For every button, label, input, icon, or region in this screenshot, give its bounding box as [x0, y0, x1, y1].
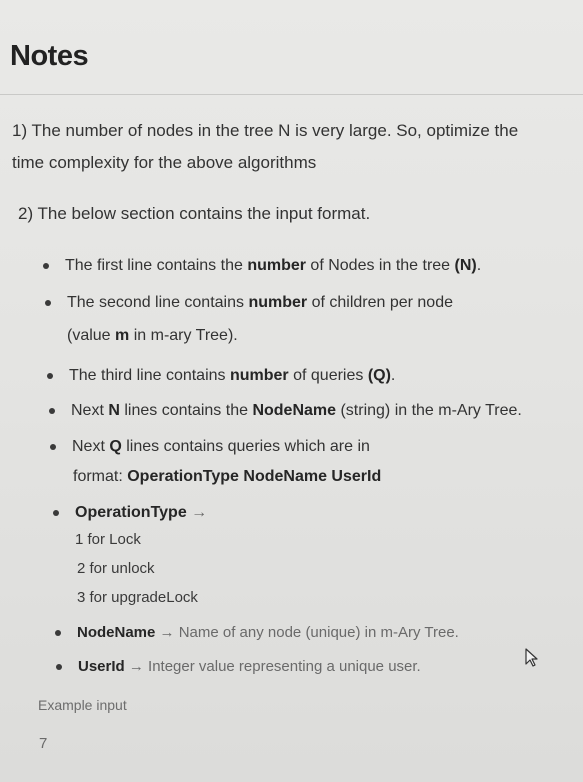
list-item: Next N lines contains the NodeName (string) in the m-Ary Tree.	[71, 401, 522, 421]
bullet-dot-icon	[55, 630, 61, 636]
bullet-dot-icon	[47, 373, 53, 379]
bullet-dot-icon	[50, 444, 56, 450]
note-1-line-1: 1) The number of nodes in the tree N is very large. So, optimize the	[12, 121, 519, 140]
operation-type-option: 3 for upgradeLock	[77, 589, 198, 606]
list-item-continuation: (value m in m-ary Tree).	[67, 327, 238, 344]
note-1-line-2: time complexity for the above algorithms	[12, 153, 317, 172]
list-item-continuation: format: OperationType NodeName UserId	[73, 468, 382, 485]
list-item: The second line contains number of children per node	[67, 293, 453, 313]
mouse-pointer-icon	[524, 648, 540, 673]
note-2	[18, 198, 370, 230]
example-input-value: 7	[39, 735, 48, 752]
note-1	[12, 115, 518, 179]
bullet-dot-icon	[43, 263, 49, 269]
operation-type-option: 2 for unlock	[77, 560, 155, 577]
bullet-dot-icon	[56, 664, 62, 670]
list-item: The third line contains number of queries (Q).	[69, 366, 395, 386]
title-divider	[0, 94, 583, 95]
list-item: The first line contains the number of Nodes in the tree (N).	[65, 256, 481, 276]
list-item: NodeName → Name of any node (unique) in m-Ary Tree.	[77, 623, 459, 643]
page-title: Notes	[10, 40, 89, 72]
bullet-dot-icon	[53, 510, 59, 516]
bullet-dot-icon	[49, 408, 55, 414]
list-item: OperationType →	[75, 503, 207, 523]
bullet-dot-icon	[45, 300, 51, 306]
list-item: Next Q lines contains queries which are in	[72, 437, 370, 457]
example-input-label: Example input	[38, 697, 127, 713]
operation-type-option: 1 for Lock	[75, 531, 141, 548]
note-2-line-1: 2) The below section contains the input format.	[18, 204, 371, 223]
list-item: UserId → Integer value representing a unique user.	[78, 657, 421, 677]
